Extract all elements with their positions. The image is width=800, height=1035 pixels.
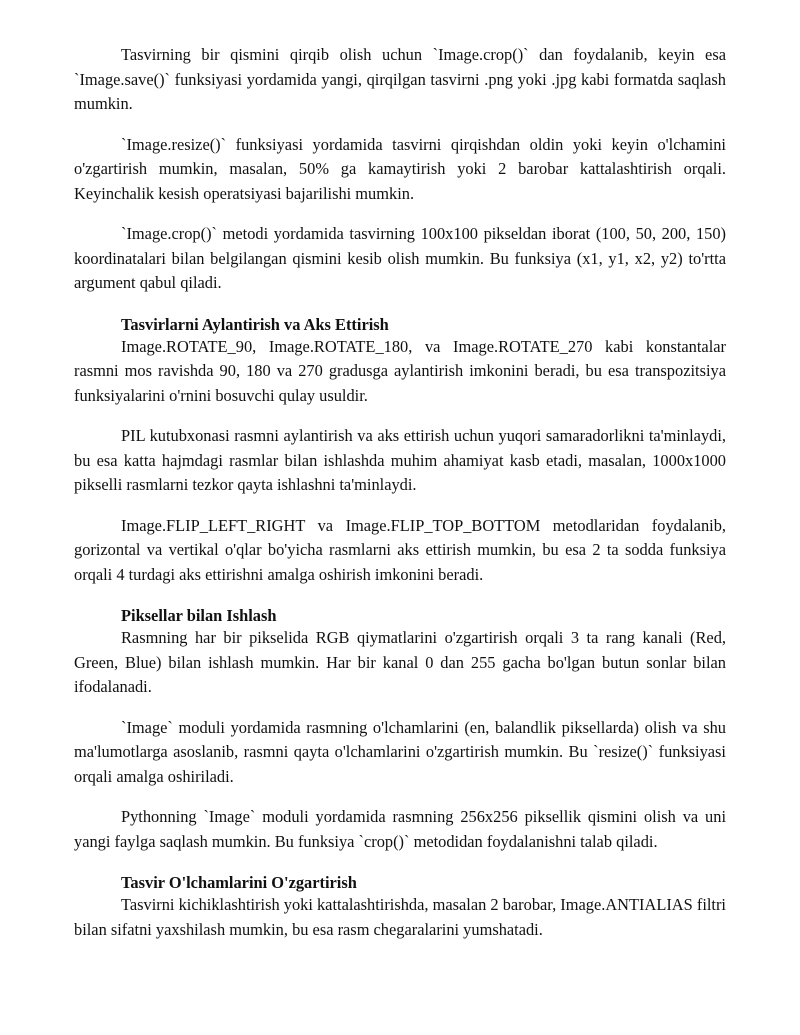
paragraph-rgb-channels: Rasmning har bir pikselida RGB qiymatlarini o'zgartirish orqali 3 ta rang kanali (Red, Green, Blue) bilan ishlash mumkin. Har bir kanal 0 dan 255 gacha bo'lgan butun sonlar bilan ifodalanadi. <box>74 628 726 696</box>
heading-rotate-flip: Tasvirlarni Aylantirish va Aks Ettirish <box>121 314 389 334</box>
paragraph-rotate-constants: Image.ROTATE_90, Image.ROTATE_180, va Image.ROTATE_270 kabi konstantalar rasmni mos ravishda 90, 180 va 270 gradusga aylantirish imkonini beradi, bu esa transpozitsiya funksiyalarini o'rnini bosuvchi qulay usuldir. <box>74 336 726 405</box>
heading-pixels: Piksellar bilan Ishlash <box>121 606 277 625</box>
paragraph-crop-save: Tasvirning bir qismini qirqib olish uchun `Image.crop()` dan foydalanib, keyin esa `Image.save()` funksiyasi yordamida yangi, qirqilgan tasvirni .png yoki .jpg kabi formatda saqlash mumkin. <box>74 45 726 113</box>
paragraph-flip-methods: Image.FLIP_LEFT_RIGHT va Image.FLIP_TOP_BOTTOM metodlaridan foydalanib, gorizontal va vertikal o'qlar bo'yicha rasmlarni aks ettirish mumkin, bu esa 2 ta sodda funksiya orqali 4 turdagi aks ettirishni amalga oshirish imkonini beradi. <box>74 515 726 584</box>
document-page <box>74 43 726 942</box>
paragraph-resize: `Image.resize()` funksiyasi yordamida tasvirni qirqishdan oldin yoki keyin o'lchamini o'zgartirish mumkin, masalan, 50% ga kamaytirish yoki 2 barobar kattalashtirish orqali. Keyinchalik kesish operatsiyasi bajarilishi mumkin. <box>74 134 726 203</box>
heading-resize: Tasvir O'lchamlarini O'zgartirish <box>121 873 357 892</box>
paragraph-pil-performance: PIL kutubxonasi rasmni aylantirish va aks ettirish uchun yuqori samaradorlikni ta'minlaydi, bu esa katta hajmdagi rasmlar bilan ishlashda muhim ahamiyat kasb etadi, masalan, 1000x1000 pikselli rasmlarni tezkor qayta ishlashni ta'minlaydi. <box>74 426 726 494</box>
paragraph-image-size: `Image` moduli yordamida rasmning o'lchamlarini (en, balandlik piksellarda) olish va shu ma'lumotlarga asoslanib, rasmni qayta o'lchamlarini o'zgartirish mumkin. Bu `resize()` funksiyasi orqali amalga oshiriladi. <box>74 717 726 786</box>
paragraph-crop-coordinates: `Image.crop()` metodi yordamida tasvirning 100x100 pikseldan iborat (100, 50, 200, 150) koordinatalari bilan belgilangan qismini kesib olish mumkin. Bu funksiya (x1, y1, x2, y2) to'rtta argument qabul qiladi. <box>74 224 726 292</box>
paragraph-antialias: Tasvirni kichiklashtirish yoki kattalashtirishda, masalan 2 barobar, Image.ANTIALIAS filtri bilan sifatni yaxshilash mumkin, bu esa rasm chegaralarini yumshatadi. <box>74 895 726 939</box>
paragraph-crop-256: Pythonning `Image` moduli yordamida rasmning 256x256 piksellik qismini olish va uni yangi faylga saqlash mumkin. Bu funksiya `crop()` metodidan foydalanishni talab qiladi. <box>74 807 726 851</box>
